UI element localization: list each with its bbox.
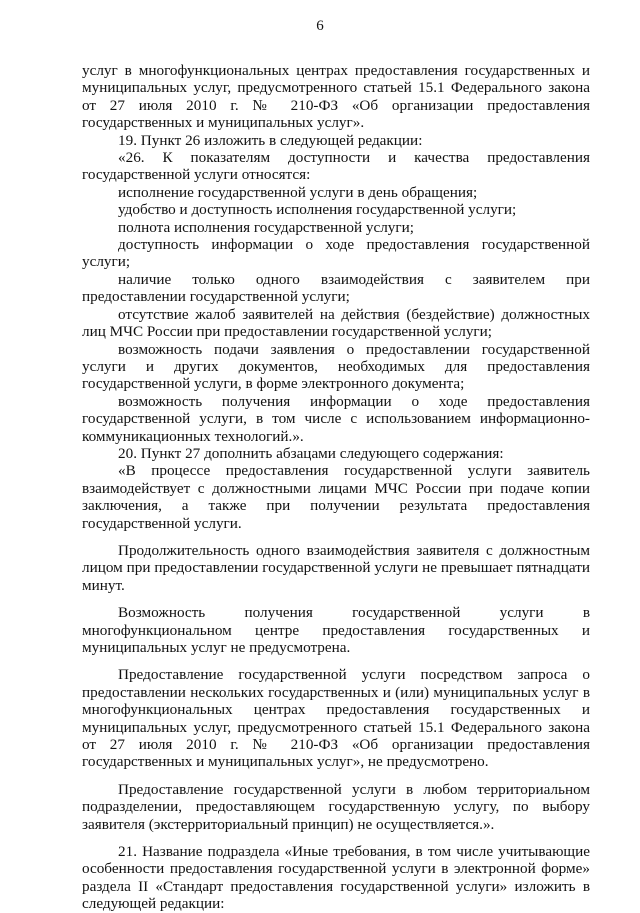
paragraph: наличие только одного взаимодействия с заявителем при предоставлении государственной услуги; — [82, 270, 590, 306]
paragraph: «В процессе предоставления государственной услуги заявитель взаимодействует с должностными лицами МЧС России при подаче копии заключения, а также при получении результата предоставления государственной услуги. — [82, 462, 590, 532]
paragraph: Продолжительность одного взаимодействия заявителя с должностным лицом при предоставлении государственной услуги не превышает пятнадцати минут. — [82, 541, 590, 594]
paragraph: возможность получения информации о ходе предоставления государственной услуги, в том числе с использованием информационно-коммуникационных технологий.». — [82, 392, 590, 445]
paragraph: 19. Пункт 26 изложить в следующей редакции: — [118, 131, 423, 149]
paragraph: Предоставление государственной услуги посредством запроса о предоставлении нескольких государственных и (или) муниципальных услуг в многофункциональных центрах предоставления государственных и муниципальных услуг, предусмотренного статьей 15.1 Федерального закона от 27 июля 2010 г. № 210-ФЗ «Об организации предоставления государственных и муниципальных услуг», не предусмотрено. — [82, 666, 590, 771]
paragraph: Предоставление государственной услуги в любом территориальном подразделении, предоставляющем государственную услугу, по выбору заявителя (экстерриториальный принцип) не осуществляется.». — [82, 780, 590, 833]
paragraph: 21. Название подраздела «Иные требования, в том числе учитывающие особенности предоставления государственной услуги в электронной форме» раздела II «Стандарт предоставления государственной услуги» изложить в следующей редакции: — [82, 843, 590, 913]
document-body — [82, 62, 590, 913]
paragraph: 20. Пункт 27 дополнить абзацами следующего содержания: — [118, 444, 504, 462]
paragraph: Возможность получения государственной услуги в многофункциональном центре предоставления государственных и муниципальных услуг не предусмотрена. — [82, 604, 590, 656]
paragraph: отсутствие жалоб заявителей на действия (бездействие) должностных лиц МЧС России при предоставлении государственной услуги; — [82, 305, 590, 341]
paragraph: исполнение государственной услуги в день обращения; — [118, 183, 478, 201]
paragraph: доступность информации о ходе предоставления государственной услуги; — [82, 236, 590, 271]
page-number: 6 — [316, 18, 324, 34]
paragraph: возможность подачи заявления о предоставлении государственной услуги и других документов, необходимых для предоставления государственной услуги, в форме электронного документа; — [82, 340, 590, 393]
paragraph: «26. К показателям доступности и качества предоставления государственной услуги относятся: — [82, 149, 590, 184]
paragraph: услуг в многофункциональных центрах предоставления государственных и муниципальных услуг, предусмотренного статьей 15.1 Федерального закона от 27 июля 2010 г. № 210-ФЗ «Об организации предоставления государственных и муниципальных услуг». — [82, 62, 590, 132]
paragraph: удобство и доступность исполнения государственной услуги; — [118, 201, 517, 219]
paragraph: полнота исполнения государственной услуги; — [118, 218, 414, 236]
